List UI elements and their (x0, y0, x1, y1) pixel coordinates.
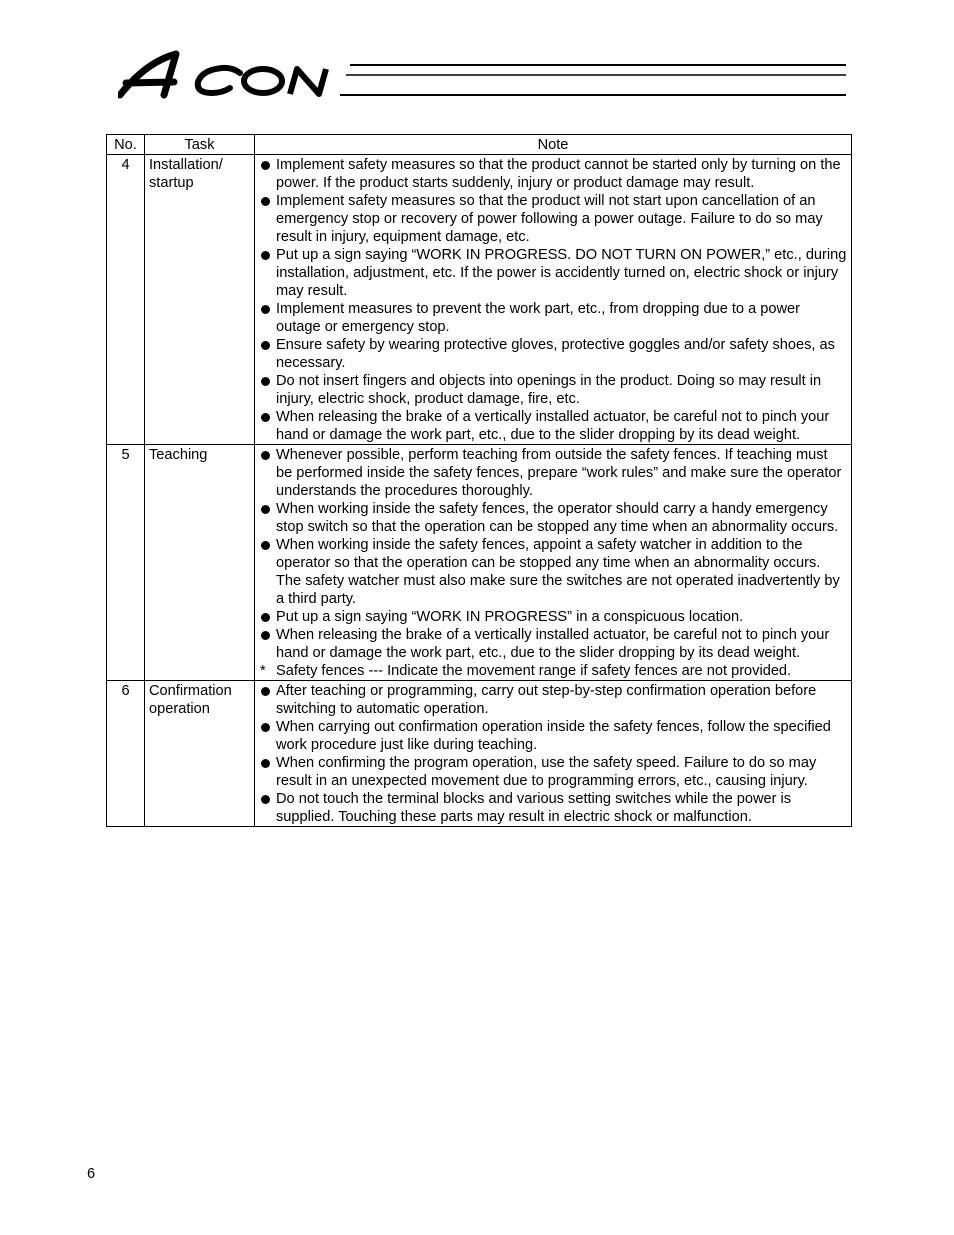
note-text: Do not touch the terminal blocks and various setting switches while the power is supplied. Touching these parts may result in electric shock or malfunction. (276, 791, 792, 825)
row-number: 5 (107, 445, 145, 681)
note-item (259, 662, 847, 680)
note-item (259, 608, 847, 626)
note-text: When working inside the safety fences, appoint a safety watcher in addition to the operator so that the operation can be stopped any time when an abnormality occurs. The safety watcher must also make sure the switches are not operated inadvertently by a third party. (276, 537, 840, 607)
row-notes (255, 681, 852, 827)
table-row (107, 681, 852, 827)
note-item (259, 192, 847, 246)
note-text: When working inside the safety fences, the operator should carry a handy emergency stop switch so that the operation can be stopped any time when an abnormality occurs. (276, 501, 839, 535)
note-text: When releasing the brake of a vertically installed actuator, be careful not to pinch your hand or damage the work part, etc., due to the slider dropping by its dead weight. (276, 627, 830, 661)
table-body (107, 155, 852, 827)
note-text: When carrying out confirmation operation inside the safety fences, follow the specified work procedure just like during teaching. (276, 719, 831, 753)
note-text: Put up a sign saying “WORK IN PROGRESS” in a conspicuous location. (276, 609, 744, 625)
note-item (259, 626, 847, 662)
note-list (259, 156, 847, 444)
header-no: No. (107, 135, 145, 155)
note-item (259, 336, 847, 372)
row-notes (255, 155, 852, 445)
note-item (259, 500, 847, 536)
note-text: Ensure safety by wearing protective gloves, protective goggles and/or safety shoes, as necessary. (276, 337, 835, 371)
row-task: Confirmation operation (145, 681, 255, 827)
table-row (107, 445, 852, 681)
logo-letter-n (290, 69, 326, 94)
row-task: Teaching (145, 445, 255, 681)
row-task: Installation/ startup (145, 155, 255, 445)
note-text: After teaching or programming, carry out step-by-step confirmation operation before switching to automatic operation. (276, 683, 817, 717)
note-text: Whenever possible, perform teaching from outside the safety fences. If teaching must be performed inside the safety fences, prepare “work rules” and make sure the operator understands the procedures thoroughly. (276, 447, 842, 499)
page-number: 6 (87, 1166, 96, 1182)
acon-logo (118, 50, 850, 102)
note-list (259, 682, 847, 826)
note-item (259, 718, 847, 754)
logo-letter-c (198, 68, 240, 93)
note-item (259, 408, 847, 444)
note-list (259, 446, 847, 680)
note-text: When releasing the brake of a vertically installed actuator, be careful not to pinch your hand or damage the work part, etc., due to the slider dropping by its dead weight. (276, 409, 830, 443)
header-note: Note (255, 135, 852, 155)
note-text: Implement safety measures so that the product cannot be started only by turning on the power. If the product starts suddenly, injury or product damage may result. (276, 157, 841, 191)
note-item (259, 682, 847, 718)
table-header-row (107, 135, 852, 155)
table-row (107, 155, 852, 445)
row-number: 6 (107, 681, 145, 827)
note-text: Safety fences --- Indicate the movement range if safety fences are not provided. (276, 663, 792, 679)
header-task: Task (145, 135, 255, 155)
note-text: Put up a sign saying “WORK IN PROGRESS. DO NOT TURN ON POWER,” etc., during installation, adjustment, etc. If the power is accidently turned on, electric shock or injury may result. (276, 247, 847, 299)
note-item (259, 536, 847, 608)
note-item (259, 790, 847, 826)
note-text: When confirming the program operation, use the safety speed. Failure to do so may result in an unexpected movement due to programming errors, etc., causing injury. (276, 755, 817, 789)
row-notes (255, 445, 852, 681)
safety-precautions-table (106, 134, 852, 827)
note-text: Do not insert fingers and objects into openings in the product. Doing so may result in injury, electric shock, product damage, fire, etc. (276, 373, 822, 407)
note-text: Implement safety measures so that the product will not start upon cancellation of an emergency stop or recovery of power following a power outage. Failure to do so may result in injury, equipment damage, etc. (276, 193, 823, 245)
note-item (259, 754, 847, 790)
logo-letter-a (120, 54, 176, 95)
logo-letter-o (244, 69, 282, 93)
note-item (259, 156, 847, 192)
note-text: Implement measures to prevent the work part, etc., from dropping due to a power outage or emergency stop. (276, 301, 801, 335)
asterisk-marker: * (260, 663, 266, 679)
note-item (259, 446, 847, 500)
row-number: 4 (107, 155, 145, 445)
note-item (259, 372, 847, 408)
note-item (259, 246, 847, 300)
note-item (259, 300, 847, 336)
